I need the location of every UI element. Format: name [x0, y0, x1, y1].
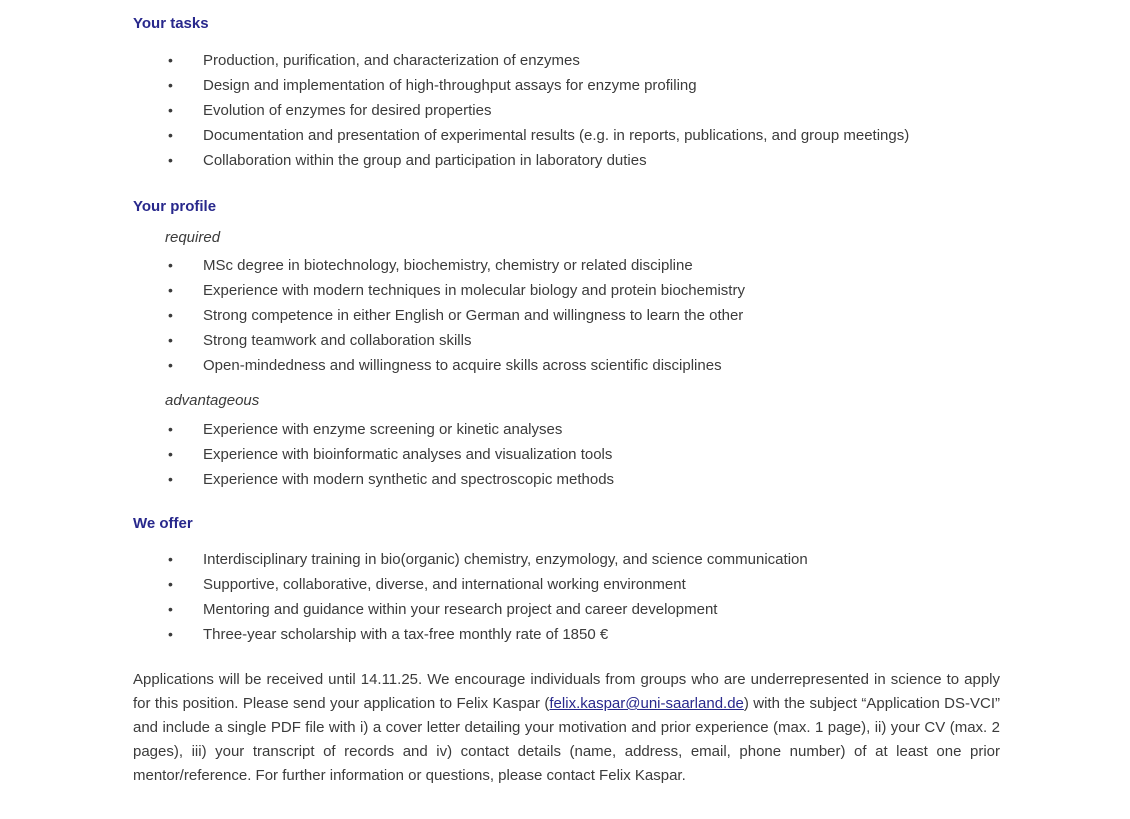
bullet-icon: •: [168, 127, 173, 143]
list-item: [133, 73, 1000, 98]
bullet-text: Interdisciplinary training in bio(organic) chemistry, enzymology, and science communication: [203, 551, 808, 568]
section-we-offer: [133, 514, 1000, 647]
bullet-icon: •: [168, 152, 173, 168]
list-item: [133, 417, 1000, 442]
list-item: [133, 148, 1000, 173]
bullet-icon: •: [168, 77, 173, 93]
bullet-text: Strong competence in either English or German and willingness to learn the other: [203, 307, 744, 324]
section-heading-your-profile: Your profile: [133, 198, 217, 215]
group-label-advantageous: advantageous: [165, 392, 260, 409]
closing-text-before-link: Applications will be received until 14.11.25. We encourage individuals from groups who are underrepresented in science to apply for this position. Please send your application to Felix Kaspar (: [133, 671, 1000, 712]
tasks-bullet-list: [133, 48, 1000, 173]
bullet-text: Experience with bioinformatic analyses and visualization tools: [203, 446, 613, 463]
bullet-icon: •: [168, 332, 173, 348]
bullet-icon: •: [168, 282, 173, 298]
bullet-text: Experience with modern synthetic and spectroscopic methods: [203, 471, 615, 488]
section-heading-your-tasks: Your tasks: [133, 15, 209, 32]
bullet-icon: •: [168, 52, 173, 68]
bullet-icon: •: [168, 551, 173, 567]
bullet-text: Open-mindedness and willingness to acquire skills across scientific disciplines: [203, 357, 722, 374]
closing-paragraph: [133, 668, 1000, 788]
bullet-icon: •: [168, 626, 173, 642]
bullet-text: Supportive, collaborative, diverse, and international working environment: [203, 576, 686, 593]
offer-bullet-list: [133, 547, 1000, 647]
email-link[interactable]: felix.kaspar@uni-saarland.de: [549, 695, 744, 712]
bullet-icon: •: [168, 446, 173, 462]
bullet-text: Collaboration within the group and participation in laboratory duties: [203, 152, 647, 169]
bullet-icon: •: [168, 601, 173, 617]
bullet-icon: •: [168, 102, 173, 118]
list-item: [133, 597, 1000, 622]
list-item: [133, 98, 1000, 123]
bullet-text: Experience with enzyme screening or kinetic analyses: [203, 421, 563, 438]
bullet-text: MSc degree in biotechnology, biochemistry, chemistry or related discipline: [203, 257, 693, 274]
section-heading-we-offer: We offer: [133, 515, 193, 532]
list-item: [133, 442, 1000, 467]
profile-group-advantageous: [133, 391, 1000, 492]
list-item: [133, 547, 1000, 572]
bullet-text: Strong teamwork and collaboration skills: [203, 332, 472, 349]
list-item: [133, 303, 1000, 328]
list-item: [133, 253, 1000, 278]
list-item: [133, 48, 1000, 73]
bullet-text: Mentoring and guidance within your research project and career development: [203, 601, 718, 618]
bullet-text: Documentation and presentation of experimental results (e.g. in reports, publications, and group meetings): [203, 127, 910, 144]
bullet-icon: •: [168, 357, 173, 373]
section-your-tasks: [133, 14, 1000, 173]
list-item: [133, 467, 1000, 492]
list-item: [133, 572, 1000, 597]
bullet-icon: •: [168, 421, 173, 437]
list-item: [133, 123, 1000, 148]
list-item: [133, 622, 1000, 647]
bullet-text: Evolution of enzymes for desired properties: [203, 102, 492, 119]
profile-group-required: [133, 228, 1000, 378]
closing-text-after-link: ) with the subject “Application DS-VCI” and include a single PDF file with i) a cover letter detailing your motivation and prior experience (max. 1 page), ii) your CV (max. 2 pages), iii) your transcript of records and iv) contact details (name, address, email, phone number) of at least one prior mentor/reference. For further information or questions, please contact Felix Kaspar.: [133, 695, 1000, 784]
bullet-icon: •: [168, 257, 173, 273]
list-item: [133, 328, 1000, 353]
bullet-text: Experience with modern techniques in molecular biology and protein biochemistry: [203, 282, 745, 299]
bullet-text: Production, purification, and characterization of enzymes: [203, 52, 580, 69]
bullet-icon: •: [168, 471, 173, 487]
required-bullet-list: [133, 253, 1000, 378]
list-item: [133, 278, 1000, 303]
group-label-required: required: [165, 229, 221, 246]
bullet-icon: •: [168, 576, 173, 592]
list-item: [133, 353, 1000, 378]
bullet-text: Three-year scholarship with a tax-free monthly rate of 1850 €: [203, 626, 609, 643]
bullet-icon: •: [168, 307, 173, 323]
advantageous-bullet-list: [133, 417, 1000, 492]
section-your-profile: [133, 197, 1000, 492]
bullet-text: Design and implementation of high-throughput assays for enzyme profiling: [203, 77, 697, 94]
